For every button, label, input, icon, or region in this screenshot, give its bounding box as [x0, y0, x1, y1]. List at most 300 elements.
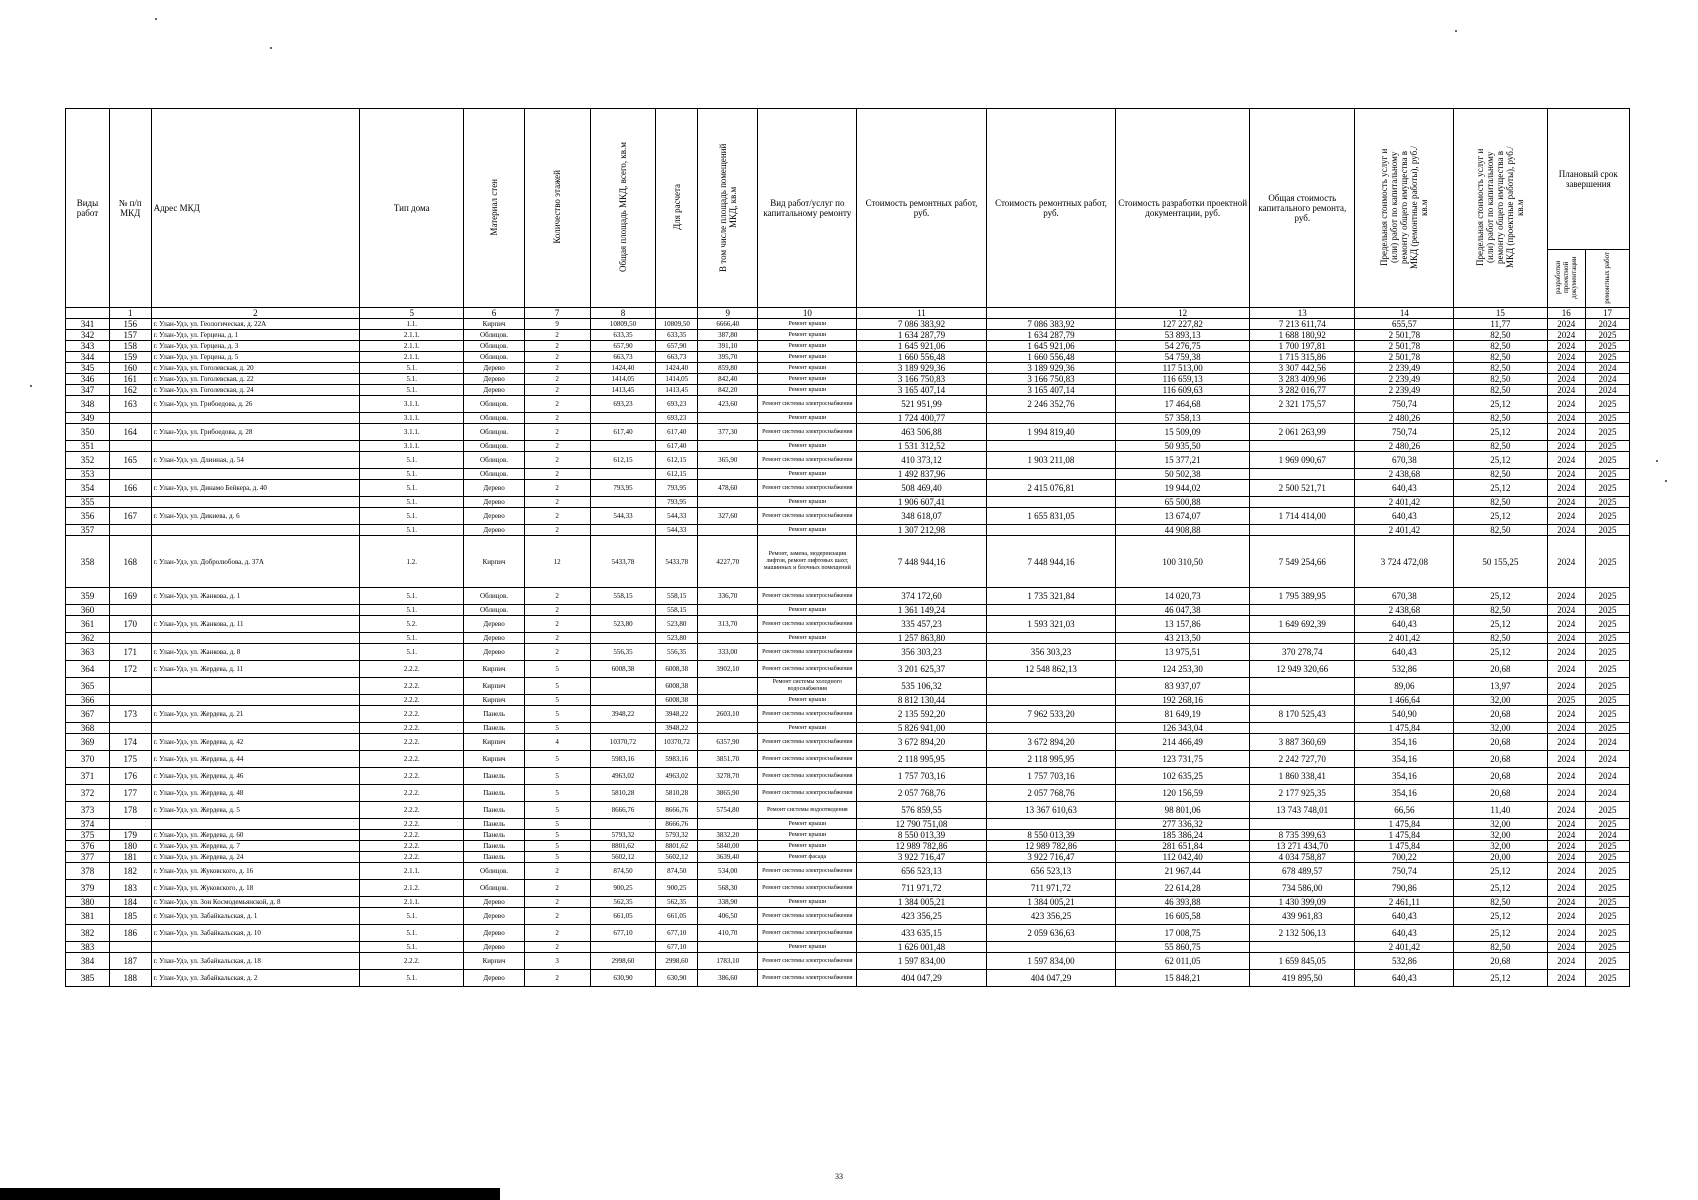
cell-work-type: 357 — [66, 525, 110, 536]
cell-deadline-design: 2024 — [1547, 525, 1585, 536]
cell-repair-cost-a: 508 469,40 — [857, 480, 987, 497]
cell-total-cost: 13 743 748,01 — [1250, 802, 1355, 819]
cell-wall-material: Облицов. — [464, 469, 524, 480]
cell-total-area: 900,25 — [590, 880, 656, 897]
cell-for-calc: 657,90 — [656, 341, 698, 352]
cell-limit-repair: 2 501,78 — [1355, 330, 1454, 341]
cell-design-cost: 62 011,05 — [1116, 953, 1250, 970]
cell-limit-repair: 2 501,78 — [1355, 352, 1454, 363]
cell-floors: 5 — [524, 852, 590, 863]
cell-repair-cost-b: 13 367 610,63 — [986, 802, 1116, 819]
table-row — [66, 413, 1630, 424]
cell-address: г. Улан-Удэ, ул. Дикиева, д. 6 — [151, 508, 360, 525]
cell-design-cost: 15 509,09 — [1116, 424, 1250, 441]
cell-premises-area: 391,10 — [698, 341, 758, 352]
cell-limit-repair: 354,16 — [1355, 785, 1454, 802]
cell-mkd-number: 160 — [109, 363, 151, 374]
column-numbers-row — [66, 308, 1630, 319]
cell-wall-material: Дерево — [464, 908, 524, 925]
cell-floors: 5 — [524, 751, 590, 768]
cell-wall-material: Кирпич — [464, 953, 524, 970]
cell-premises-area — [698, 525, 758, 536]
cell-work-type: 353 — [66, 469, 110, 480]
cell-limit-design: 82,50 — [1454, 374, 1547, 385]
cell-limit-repair: 1 475,84 — [1355, 841, 1454, 852]
cell-mkd-number: 166 — [109, 480, 151, 497]
cell-address: г. Улан-Удэ, ул. Забайкальская, д. 1 — [151, 908, 360, 925]
column-number: 7 — [524, 308, 590, 319]
cell-design-cost: 19 944,02 — [1116, 480, 1250, 497]
cell-premises-area: 313,70 — [698, 616, 758, 633]
cell-deadline-design: 2024 — [1547, 633, 1585, 644]
cell-wall-material: Облицов. — [464, 605, 524, 616]
table-row — [66, 508, 1630, 525]
cell-design-cost: 16 605,58 — [1116, 908, 1250, 925]
cell-repair-cost-b: 1 903 211,08 — [986, 452, 1116, 469]
cell-deadline-repair: 2025 — [1585, 819, 1629, 830]
scan-speck — [1656, 460, 1658, 462]
cell-design-cost: 124 253,30 — [1116, 661, 1250, 678]
cell-mkd-number: 188 — [109, 970, 151, 987]
cell-deadline-design: 2024 — [1547, 644, 1585, 661]
cell-total-area: 562,35 — [590, 897, 656, 908]
cell-total-area — [590, 441, 656, 452]
cell-repair-cost-a: 2 135 592,20 — [857, 706, 987, 723]
cell-design-cost: 83 937,07 — [1116, 678, 1250, 695]
cell-repair-cost-a: 12 989 782,86 — [857, 841, 987, 852]
cell-limit-design: 32,00 — [1454, 841, 1547, 852]
cell-wall-material: Дерево — [464, 633, 524, 644]
cell-wall-material: Облицов. — [464, 352, 524, 363]
cell-deadline-repair: 2024 — [1585, 385, 1629, 396]
cell-total-area: 5810,28 — [590, 785, 656, 802]
cell-address: г. Улан-Удэ, ул. Жердева, д. 48 — [151, 785, 360, 802]
cell-mkd-number: 187 — [109, 953, 151, 970]
scan-speck — [30, 385, 32, 387]
cell-repair-cost-a: 1 626 001,48 — [857, 942, 987, 953]
cell-work-type: 376 — [66, 841, 110, 852]
cell-address — [151, 605, 360, 616]
cell-deadline-repair: 2025 — [1585, 616, 1629, 633]
cell-total-area — [590, 695, 656, 706]
cell-address: г. Улан-Удэ, ул. Жуковского, д. 18 — [151, 880, 360, 897]
cell-work-kind: Ремонт крыши — [758, 363, 857, 374]
cell-total-cost: 13 271 434,70 — [1250, 841, 1355, 852]
cell-total-cost: 1 714 414,00 — [1250, 508, 1355, 525]
cell-premises-area: 3865,90 — [698, 785, 758, 802]
cell-deadline-design: 2024 — [1547, 863, 1585, 880]
cell-total-cost: 8 170 525,43 — [1250, 706, 1355, 723]
cell-work-kind: Ремонт системы водоотведения — [758, 802, 857, 819]
cell-limit-repair: 2 401,42 — [1355, 942, 1454, 953]
capital-repair-register-table — [65, 108, 1630, 987]
cell-work-type: 381 — [66, 908, 110, 925]
cell-mkd-number: 159 — [109, 352, 151, 363]
table-row — [66, 706, 1630, 723]
cell-floors: 5 — [524, 706, 590, 723]
cell-design-cost: 17 464,68 — [1116, 396, 1250, 413]
cell-mkd-number: 183 — [109, 880, 151, 897]
cell-deadline-design: 2024 — [1547, 588, 1585, 605]
column-number: 8 — [590, 308, 656, 319]
cell-wall-material: Облицов. — [464, 863, 524, 880]
cell-limit-repair: 700,22 — [1355, 852, 1454, 863]
cell-house-type: 2.2.2. — [360, 830, 464, 841]
cell-work-kind: Ремонт крыши — [758, 695, 857, 706]
cell-house-type: 2.2.2. — [360, 819, 464, 830]
cell-floors: 2 — [524, 330, 590, 341]
cell-wall-material: Панель — [464, 819, 524, 830]
cell-total-area: 3948,22 — [590, 706, 656, 723]
cell-deadline-design: 2024 — [1547, 469, 1585, 480]
cell-total-cost: 678 489,57 — [1250, 863, 1355, 880]
cell-design-cost: 117 513,00 — [1116, 363, 1250, 374]
cell-limit-design: 20,68 — [1454, 661, 1547, 678]
cell-house-type: 1.1. — [360, 319, 464, 330]
cell-wall-material: Дерево — [464, 374, 524, 385]
cell-floors: 2 — [524, 413, 590, 424]
cell-deadline-design: 2024 — [1547, 908, 1585, 925]
cell-deadline-design: 2024 — [1547, 319, 1585, 330]
cell-limit-design: 25,12 — [1454, 908, 1547, 925]
cell-limit-design: 11,40 — [1454, 802, 1547, 819]
cell-mkd-number: 169 — [109, 588, 151, 605]
cell-deadline-design: 2025 — [1547, 695, 1585, 706]
cell-total-area: 612,15 — [590, 452, 656, 469]
cell-address — [151, 942, 360, 953]
cell-repair-cost-a: 356 303,23 — [857, 644, 987, 661]
cell-repair-cost-b: 1 593 321,03 — [986, 616, 1116, 633]
cell-limit-repair: 640,43 — [1355, 508, 1454, 525]
cell-design-cost: 100 310,50 — [1116, 536, 1250, 588]
cell-house-type: 3.1.1. — [360, 396, 464, 413]
cell-limit-repair: 66,56 — [1355, 802, 1454, 819]
cell-limit-repair: 670,38 — [1355, 452, 1454, 469]
cell-for-calc: 10370,72 — [656, 734, 698, 751]
cell-work-kind: Ремонт системы электроснабжения — [758, 880, 857, 897]
cell-repair-cost-a: 1 597 834,00 — [857, 953, 987, 970]
cell-design-cost: 46 393,88 — [1116, 897, 1250, 908]
cell-for-calc: 544,33 — [656, 525, 698, 536]
cell-house-type: 2.1.1. — [360, 897, 464, 908]
cell-limit-design: 20,68 — [1454, 768, 1547, 785]
cell-house-type: 2.1.1. — [360, 352, 464, 363]
cell-work-kind: Ремонт крыши — [758, 841, 857, 852]
cell-wall-material: Дерево — [464, 942, 524, 953]
cell-work-kind: Ремонт крыши — [758, 525, 857, 536]
cell-limit-repair: 2 239,49 — [1355, 374, 1454, 385]
cell-floors: 3 — [524, 953, 590, 970]
cell-deadline-design: 2024 — [1547, 441, 1585, 452]
cell-wall-material: Дерево — [464, 497, 524, 508]
cell-total-cost: 2 061 263,99 — [1250, 424, 1355, 441]
cell-work-type: 342 — [66, 330, 110, 341]
cell-limit-design: 32,00 — [1454, 830, 1547, 841]
cell-work-kind: Ремонт крыши — [758, 413, 857, 424]
cell-limit-design: 25,12 — [1454, 925, 1547, 942]
cell-total-area — [590, 497, 656, 508]
cell-premises-area: 387,80 — [698, 330, 758, 341]
cell-design-cost: 46 047,38 — [1116, 605, 1250, 616]
table-row — [66, 341, 1630, 352]
column-number: 12 — [1116, 308, 1250, 319]
cell-address — [151, 525, 360, 536]
table-row — [66, 863, 1630, 880]
cell-wall-material: Облицов. — [464, 413, 524, 424]
cell-deadline-design: 2024 — [1547, 424, 1585, 441]
cell-premises-area: 377,30 — [698, 424, 758, 441]
cell-wall-material: Облицов. — [464, 441, 524, 452]
cell-deadline-design: 2024 — [1547, 413, 1585, 424]
cell-work-kind: Ремонт крыши — [758, 385, 857, 396]
cell-premises-area: 3851,70 — [698, 751, 758, 768]
table-row — [66, 452, 1630, 469]
cell-deadline-repair: 2025 — [1585, 508, 1629, 525]
cell-address: г. Улан-Удэ, ул. Добролюбова, д. 37А — [151, 536, 360, 588]
cell-repair-cost-a: 521 951,99 — [857, 396, 987, 413]
header-work-type: Виды работ — [66, 109, 110, 308]
cell-mkd-number: 182 — [109, 863, 151, 880]
cell-floors: 2 — [524, 508, 590, 525]
cell-total-area: 5793,32 — [590, 830, 656, 841]
cell-design-cost: 214 466,49 — [1116, 734, 1250, 751]
table-row — [66, 363, 1630, 374]
cell-floors: 2 — [524, 385, 590, 396]
cell-deadline-design: 2024 — [1547, 706, 1585, 723]
cell-deadline-repair: 2025 — [1585, 644, 1629, 661]
cell-house-type: 5.1. — [360, 605, 464, 616]
cell-deadline-repair: 2025 — [1585, 970, 1629, 987]
column-number — [66, 308, 110, 319]
cell-house-type: 2.2.2. — [360, 785, 464, 802]
column-number: 5 — [360, 308, 464, 319]
cell-design-cost: 127 227,82 — [1116, 319, 1250, 330]
cell-work-type: 382 — [66, 925, 110, 942]
cell-premises-area: 3278,70 — [698, 768, 758, 785]
cell-repair-cost-a: 535 106,32 — [857, 678, 987, 695]
cell-mkd-number — [109, 441, 151, 452]
cell-repair-cost-a: 1 645 921,06 — [857, 341, 987, 352]
cell-design-cost: 21 967,44 — [1116, 863, 1250, 880]
cell-deadline-repair: 2025 — [1585, 352, 1629, 363]
cell-repair-cost-b — [986, 678, 1116, 695]
cell-total-cost — [1250, 695, 1355, 706]
cell-repair-cost-a: 12 790 751,08 — [857, 819, 987, 830]
cell-deadline-design: 2024 — [1547, 723, 1585, 734]
cell-limit-design: 82,50 — [1454, 633, 1547, 644]
cell-design-cost: 65 500,88 — [1116, 497, 1250, 508]
cell-repair-cost-b: 7 962 533,20 — [986, 706, 1116, 723]
cell-total-cost: 439 961,83 — [1250, 908, 1355, 925]
cell-house-type: 2.2.2. — [360, 678, 464, 695]
cell-work-kind: Ремонт системы электроснабжения — [758, 863, 857, 880]
cell-deadline-repair: 2024 — [1585, 768, 1629, 785]
cell-work-kind: Ремонт крыши — [758, 830, 857, 841]
cell-address: г. Улан-Удэ, ул. Гоголевская, д. 20 — [151, 363, 360, 374]
cell-repair-cost-a: 410 373,12 — [857, 452, 987, 469]
cell-work-kind: Ремонт системы электроснабжения — [758, 480, 857, 497]
cell-design-cost: 116 659,13 — [1116, 374, 1250, 385]
cell-work-type: 370 — [66, 751, 110, 768]
cell-mkd-number: 178 — [109, 802, 151, 819]
column-number: 11 — [857, 308, 987, 319]
table-row — [66, 942, 1630, 953]
cell-repair-cost-a: 5 826 941,00 — [857, 723, 987, 734]
cell-limit-repair: 354,16 — [1355, 734, 1454, 751]
cell-for-calc: 6008,38 — [656, 661, 698, 678]
header-planned-deadline: Плановый срок завершения — [1547, 109, 1629, 250]
cell-for-calc: 661,05 — [656, 908, 698, 925]
cell-house-type: 5.1. — [360, 469, 464, 480]
cell-total-area: 2998,60 — [590, 953, 656, 970]
cell-total-cost: 3 307 442,56 — [1250, 363, 1355, 374]
cell-work-type: 360 — [66, 605, 110, 616]
cell-repair-cost-b — [986, 633, 1116, 644]
cell-repair-cost-b: 1 634 287,79 — [986, 330, 1116, 341]
cell-deadline-design: 2024 — [1547, 341, 1585, 352]
cell-repair-cost-a: 656 523,13 — [857, 863, 987, 880]
cell-wall-material: Панель — [464, 785, 524, 802]
cell-work-kind: Ремонт системы электроснабжения — [758, 396, 857, 413]
cell-deadline-design: 2024 — [1547, 536, 1585, 588]
cell-deadline-repair: 2025 — [1585, 341, 1629, 352]
cell-total-cost: 1 700 197,81 — [1250, 341, 1355, 352]
cell-limit-repair: 3 724 472,08 — [1355, 536, 1454, 588]
cell-limit-repair: 670,38 — [1355, 588, 1454, 605]
cell-total-cost: 4 034 758,87 — [1250, 852, 1355, 863]
cell-floors: 2 — [524, 942, 590, 953]
cell-total-area: 8801,62 — [590, 841, 656, 852]
cell-wall-material: Кирпич — [464, 734, 524, 751]
cell-limit-repair: 354,16 — [1355, 768, 1454, 785]
cell-design-cost: 14 020,73 — [1116, 588, 1250, 605]
cell-for-calc: 5602,12 — [656, 852, 698, 863]
cell-limit-design: 25,12 — [1454, 880, 1547, 897]
header-total-area: Общая площадь МКД, всего, кв.м — [590, 109, 656, 308]
cell-mkd-number — [109, 525, 151, 536]
column-number — [656, 308, 698, 319]
cell-repair-cost-a: 374 172,60 — [857, 588, 987, 605]
cell-design-cost: 15 377,21 — [1116, 452, 1250, 469]
cell-total-cost — [1250, 497, 1355, 508]
cell-deadline-design: 2024 — [1547, 880, 1585, 897]
header-wall-material: Материал стен — [464, 109, 524, 308]
cell-design-cost: 126 343,04 — [1116, 723, 1250, 734]
cell-work-type: 384 — [66, 953, 110, 970]
cell-house-type: 5.1. — [360, 942, 464, 953]
cell-work-kind: Ремонт системы холодного водоснабжения — [758, 678, 857, 695]
cell-limit-repair: 2 401,42 — [1355, 525, 1454, 536]
cell-mkd-number: 171 — [109, 644, 151, 661]
cell-work-type: 365 — [66, 678, 110, 695]
cell-deadline-design: 2024 — [1547, 768, 1585, 785]
cell-limit-repair: 640,43 — [1355, 480, 1454, 497]
cell-repair-cost-a: 1 724 400,77 — [857, 413, 987, 424]
column-number: 1 — [109, 308, 151, 319]
cell-deadline-repair: 2025 — [1585, 852, 1629, 863]
cell-work-type: 358 — [66, 536, 110, 588]
cell-design-cost: 13 674,07 — [1116, 508, 1250, 525]
cell-total-area: 793,95 — [590, 480, 656, 497]
cell-address: г. Улан-Удэ, ул. Жердева, д. 11 — [151, 661, 360, 678]
cell-repair-cost-b: 2 415 076,81 — [986, 480, 1116, 497]
cell-work-type: 359 — [66, 588, 110, 605]
cell-deadline-design: 2024 — [1547, 396, 1585, 413]
cell-floors: 2 — [524, 525, 590, 536]
cell-wall-material: Облицов. — [464, 330, 524, 341]
cell-deadline-repair: 2025 — [1585, 908, 1629, 925]
cell-floors: 5 — [524, 768, 590, 785]
cell-premises-area: 1783,10 — [698, 953, 758, 970]
cell-floors: 5 — [524, 819, 590, 830]
cell-floors: 2 — [524, 341, 590, 352]
cell-house-type: 2.1.1. — [360, 341, 464, 352]
cell-repair-cost-b — [986, 525, 1116, 536]
cell-work-type: 354 — [66, 480, 110, 497]
cell-limit-repair: 540,90 — [1355, 706, 1454, 723]
cell-work-type: 374 — [66, 819, 110, 830]
cell-limit-design: 82,50 — [1454, 413, 1547, 424]
cell-for-calc: 693,23 — [656, 396, 698, 413]
cell-house-type: 5.1. — [360, 644, 464, 661]
cell-for-calc: 612,15 — [656, 469, 698, 480]
cell-for-calc: 2998,60 — [656, 953, 698, 970]
cell-work-kind: Ремонт системы электроснабжения — [758, 785, 857, 802]
cell-work-kind: Ремонт крыши — [758, 605, 857, 616]
cell-wall-material: Панель — [464, 841, 524, 852]
cell-floors: 5 — [524, 785, 590, 802]
cell-design-cost: 192 268,16 — [1116, 695, 1250, 706]
cell-work-kind: Ремонт системы электроснабжения — [758, 644, 857, 661]
cell-premises-area — [698, 469, 758, 480]
cell-mkd-number: 173 — [109, 706, 151, 723]
cell-deadline-repair: 2024 — [1585, 734, 1629, 751]
cell-wall-material: Дерево — [464, 897, 524, 908]
table-row — [66, 723, 1630, 734]
cell-address: г. Улан-Удэ, ул. Жердева, д. 5 — [151, 802, 360, 819]
cell-limit-design: 50 155,25 — [1454, 536, 1547, 588]
cell-design-cost: 281 651,84 — [1116, 841, 1250, 852]
table-row — [66, 751, 1630, 768]
cell-total-area — [590, 723, 656, 734]
cell-design-cost: 50 502,38 — [1116, 469, 1250, 480]
table-row — [66, 616, 1630, 633]
cell-wall-material: Облицов. — [464, 424, 524, 441]
cell-total-area: 6008,38 — [590, 661, 656, 678]
cell-house-type: 2.1.2. — [360, 880, 464, 897]
cell-limit-repair: 790,86 — [1355, 880, 1454, 897]
cell-floors: 5 — [524, 661, 590, 678]
cell-floors: 5 — [524, 678, 590, 695]
cell-work-kind: Ремонт системы электроснабжения — [758, 452, 857, 469]
cell-repair-cost-b: 1 597 834,00 — [986, 953, 1116, 970]
cell-limit-design: 25,12 — [1454, 424, 1547, 441]
column-number: 15 — [1454, 308, 1547, 319]
cell-floors: 2 — [524, 497, 590, 508]
cell-work-kind: Ремонт системы электроснабжения — [758, 508, 857, 525]
table-row — [66, 661, 1630, 678]
cell-floors: 2 — [524, 352, 590, 363]
cell-work-type: 367 — [66, 706, 110, 723]
cell-floors: 2 — [524, 469, 590, 480]
column-number: 9 — [698, 308, 758, 319]
cell-for-calc: 793,95 — [656, 497, 698, 508]
cell-premises-area: 365,90 — [698, 452, 758, 469]
cell-premises-area: 395,70 — [698, 352, 758, 363]
cell-limit-design: 20,68 — [1454, 751, 1547, 768]
cell-address: г. Улан-Удэ, ул. Жанкова, д. 8 — [151, 644, 360, 661]
cell-total-area: 558,15 — [590, 588, 656, 605]
